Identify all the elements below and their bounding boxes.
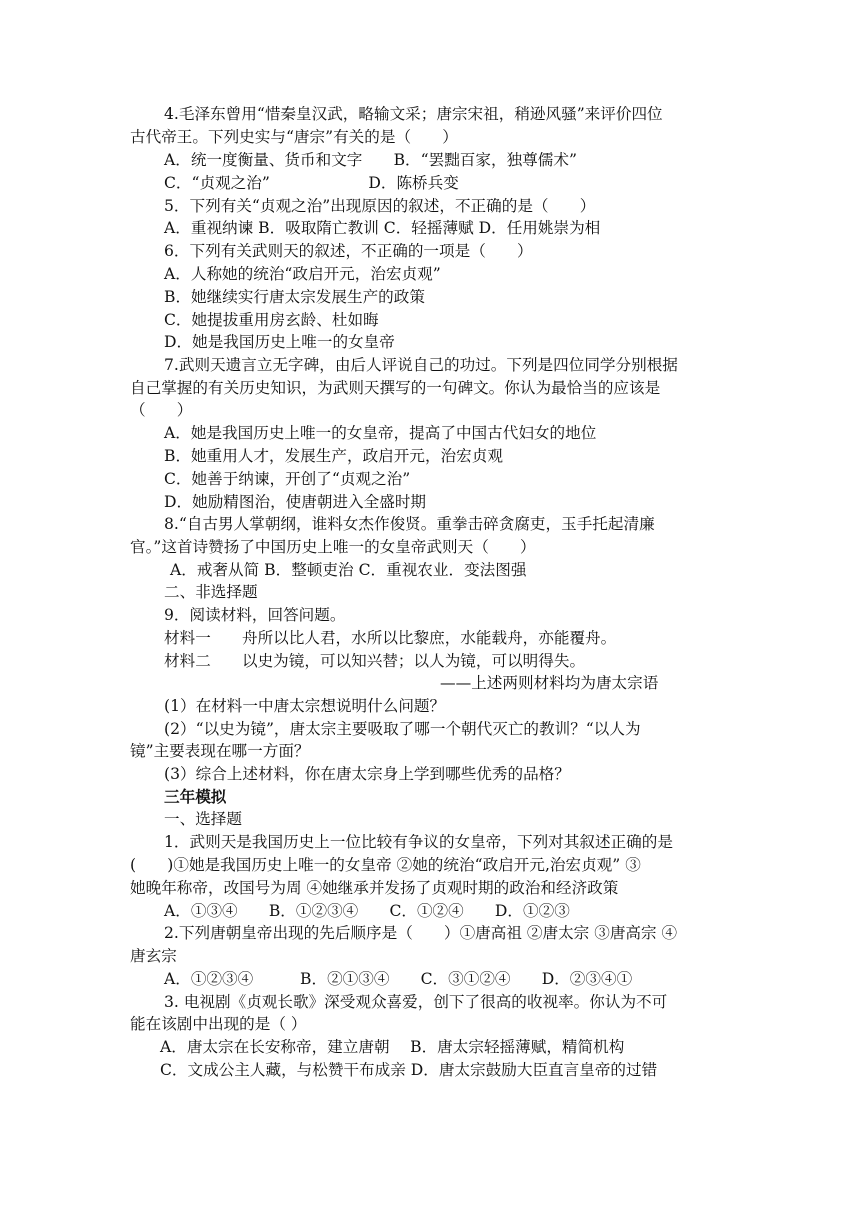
mock-q2-stem-line1: 2.下列唐朝皇帝出现的先后顺序是（ ）①唐高祖 ②唐太宗 ③唐高宗 ④ <box>164 924 678 942</box>
section-heading-three-year: 三年模拟 <box>164 787 227 806</box>
q6-option-a: A．人称她的统治“政启开元，治宏贞观” <box>164 265 441 283</box>
q9-sub-1: (1）在材料一中唐太宗想说明什么问题？ <box>164 697 446 715</box>
q7-option-d: D．她励精图治，使唐朝进入全盛时期 <box>164 493 427 511</box>
q9-material-2: 材料二 以史为镜，可以知兴替；以人为镜，可以明得失。 <box>164 652 586 670</box>
q6-option-b: B．她继续实行唐太宗发展生产的政策 <box>164 288 425 306</box>
mock-q1-stem-line3: 她晚年称帝，改国号为周 ④她继承并发扬了贞观时期的政治和经济政策 <box>130 879 619 897</box>
q8-stem-line1: 8.“自古男人掌朝纲，谁料女杰作俊贤。重拳击碎贪腐吏，玉手托起清廉 <box>164 515 655 533</box>
q8-stem-line2: 官。”这首诗赞扬了中国历史上唯一的女皇帝武则天（ ） <box>130 538 536 556</box>
q7-option-a: A．她是我国历史上唯一的女皇帝，提高了中国古代妇女的地位 <box>164 424 597 442</box>
q9-sub-3: (3）综合上述材料，你在唐太宗身上学到哪些优秀的品格？ <box>164 765 570 783</box>
mock-q3-stem-line2: 能在该剧中出现的是（ ） <box>130 1015 307 1033</box>
q9-stem: 9．阅读材料，回答问题。 <box>164 606 346 624</box>
q7-stem-line2: 自己掌握的有关历史知识，为武则天撰写的一句碑文。你认为最恰当的应该是 <box>130 379 661 397</box>
mock-q2-stem-line2: 唐玄宗 <box>130 947 177 965</box>
q5-stem: 5．下列有关“贞观之治”出现原因的叙述，不正确的是（ ） <box>164 197 596 215</box>
section-heading-choice: 一、选择题 <box>164 810 242 828</box>
q7-stem-line3: （ ） <box>130 401 193 419</box>
mock-q3-stem-line1: 3. 电视剧《贞观长歌》深受观众喜爱，创下了很高的收视率。你认为不可 <box>164 993 668 1011</box>
mock-q1-stem-line2: ( )①她是我国历史上唯一的女皇帝 ②她的统治“政启开元,治宏贞观” ③ <box>130 856 641 874</box>
q9-sub-2-line1: (2）“以史为镜”，唐太宗主要吸取了哪一个朝代灭亡的教训？“以人为 <box>164 720 641 738</box>
q6-option-d: D．她是我国历史上唯一的女皇帝 <box>164 333 395 351</box>
q7-option-b: B．她重用人才，发展生产，政启开元，治宏贞观 <box>164 447 503 465</box>
q7-option-c: C．她善于纳谏，开创了“贞观之治” <box>164 470 411 488</box>
q7-stem-line1: 7.武则天遗言立无字碑，由后人评说自己的功过。下列是四位同学分别根据 <box>164 356 678 374</box>
mock-q1-stem-line1: 1．武则天是我国历史上一位比较有争议的女皇帝，下列对其叙述正确的是 <box>164 833 673 851</box>
q9-material-1: 材料一 舟所以比人君，水所以比黎庶，水能载舟，亦能覆舟。 <box>164 629 617 647</box>
mock-q3-options-cd: C．文成公主人藏，与松赞干布成亲 D．唐太宗鼓励大臣直言皇帝的过错 <box>160 1061 658 1079</box>
q4-stem-line2: 古代帝王。下列史实与“唐宗”有关的是（ ） <box>130 128 458 146</box>
mock-q1-options: A．①③④ B．①②③④ C．①②④ D．①②③ <box>164 902 570 920</box>
q4-options-cd: C．“贞观之治” D．陈桥兵变 <box>164 174 459 192</box>
section-heading-non-choice: 二、非选择题 <box>164 583 258 601</box>
mock-q2-options: A．①②③④ B．②①③④ C．③①②④ D．②③④① <box>164 970 633 988</box>
mock-q3-options-ab: A．唐太宗在长安称帝，建立唐朝 B．唐太宗轻摇薄赋，精简机构 <box>160 1038 625 1056</box>
q6-stem: 6．下列有关武则天的叙述，不正确的一项是（ ） <box>164 242 533 260</box>
q9-material-source: ——上述两则材料均为唐太宗语 <box>440 674 659 692</box>
q4-stem-line1: 4.毛泽东曾用“惜秦皇汉武，略输文采；唐宗宋祖，稍逊风骚”来评价四位 <box>164 105 663 123</box>
q6-option-c: C．她提拔重用房玄龄、杜如晦 <box>164 311 379 329</box>
q9-sub-2-line2: 镜”主要表现在哪一方面？ <box>130 742 310 760</box>
q5-options: A．重视纳谏 B．吸取隋亡教训 C．轻摇薄赋 D．任用姚崇为相 <box>164 219 601 237</box>
q8-options: A．戒奢从简 B．整顿吏治 C．重视农业．变法图强 <box>170 561 527 579</box>
q4-options-ab: A．统一度衡量、货币和文字 B．“罢黜百家，独尊儒术” <box>164 151 577 169</box>
